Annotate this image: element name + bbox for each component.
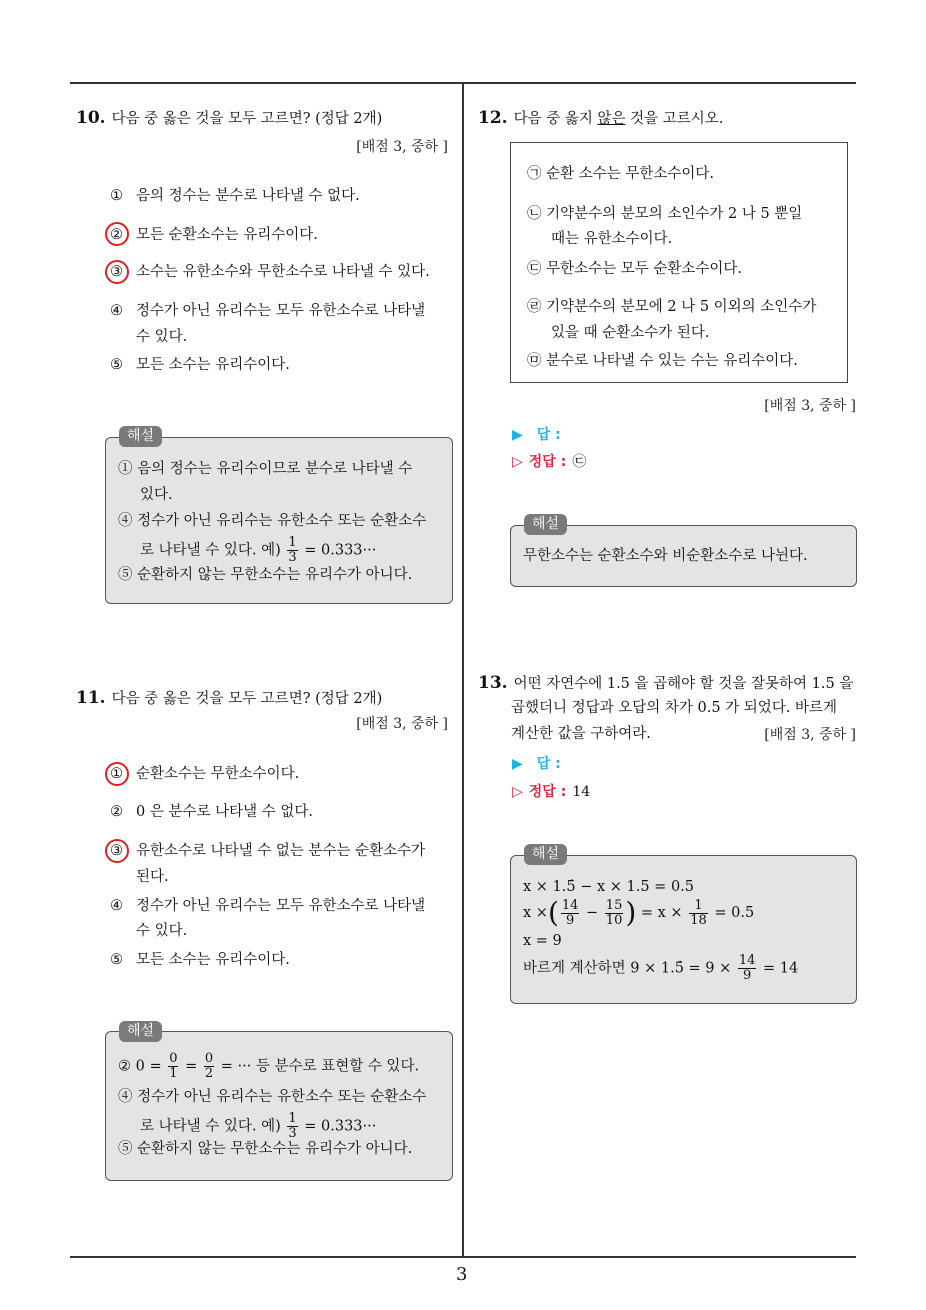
q11-number: 11. bbox=[76, 688, 106, 708]
q11-answer-circle-3 bbox=[105, 839, 129, 863]
q12-explanation-box: 무한소수는 순환소수와 비순환소수로 나뉜다. bbox=[510, 525, 857, 587]
q11-meta: [배점 3, 중하 ] bbox=[356, 716, 448, 732]
q12-item-2: ㉡ 기약분수의 분모의 소인수가 2 나 5 뿐일 bbox=[527, 206, 803, 222]
q11-option-1[interactable]: ① 순환소수는 무한소수이다. bbox=[110, 766, 300, 782]
q13-line-3: 계산한 값을 구하여라. bbox=[511, 726, 651, 742]
outline-triangle-icon: ▷ bbox=[512, 784, 523, 800]
q12-meta: [배점 3, 중하 ] bbox=[764, 398, 856, 414]
q11-option-3[interactable]: ③ 유한소수로 나타낼 수 없는 분수는 순환소수가 bbox=[110, 843, 426, 859]
q11-explanation-tag: 해설 bbox=[119, 1021, 162, 1042]
q10-number: 10. bbox=[76, 108, 106, 128]
q13-header: 13. 어떤 자연수에 1.5 을 곱해야 할 것을 잘못하여 1.5 을 bbox=[478, 673, 854, 693]
q12-item-4-cont: 있을 때 순환소수가 된다. bbox=[551, 325, 710, 341]
q11-option-4[interactable]: ④ 정수가 아닌 유리수는 모두 유한소수로 나타낼 bbox=[110, 898, 426, 914]
q10-explanation-tag: 해설 bbox=[119, 426, 162, 447]
q11-answer-circle-1 bbox=[105, 762, 129, 786]
q11-option-3-cont: 된다. bbox=[136, 869, 169, 885]
q13-correct-row: ▷ 정답 : 14 bbox=[512, 784, 591, 800]
q12-header: 12. 다음 중 옳지 않은 것을 고르시오. bbox=[478, 108, 724, 128]
q10-option-1[interactable]: ① 음의 정수는 분수로 나타낼 수 없다. bbox=[110, 188, 360, 204]
q10-option-5[interactable]: ⑤ 모든 소수는 유리수이다. bbox=[110, 357, 290, 373]
q12-correct-row: ▷ 정답 : ㉢ bbox=[512, 454, 587, 470]
q13-answer-row: ▶ 답 : bbox=[512, 756, 561, 772]
q12-statement-box bbox=[510, 142, 848, 383]
fraction-one-third: $\frac{1}{3}$ bbox=[288, 535, 297, 565]
page-number: 3 bbox=[456, 1264, 468, 1285]
q12-explanation-tag: 해설 bbox=[524, 514, 567, 535]
q12-correct-value: ㉢ bbox=[572, 454, 587, 470]
outline-triangle-icon: ▷ bbox=[512, 454, 523, 470]
q12-answer-row: ▶ 답 : bbox=[512, 427, 561, 443]
q10-explanation-box: ① 음의 정수는 유리수이므로 분수로 나타낼 수 있다. ④ 정수가 아닌 유리수는 유한소수 또는 순환소수 로 나타낼 수 있다. 예) $\frac{1}{3}$ = 0.333··· ⑤ 순환하지 않는 무한소수는 유리수가 아니다. bbox=[105, 437, 453, 604]
q13-meta: [배점 3, 중하 ] bbox=[764, 727, 856, 743]
q13-explanation-tag: 해설 bbox=[524, 844, 567, 865]
bottom-rule bbox=[70, 1256, 856, 1258]
q12-item-5: ㉤ 분수로 나타낼 수 있는 수는 유리수이다. bbox=[527, 353, 798, 369]
q10-meta: [배점 3, 중하 ] bbox=[356, 139, 448, 155]
play-triangle-icon: ▶ bbox=[512, 427, 523, 443]
q12-item-3: ㉢ 무한소수는 모두 순환소수이다. bbox=[527, 261, 743, 277]
q11-explanation-box: ② 0 = $\frac{0}{1}$ = $\frac{0}{2}$ = ··· 등 분수로 표현할 수 있다. ④ 정수가 아닌 유리수는 유한소수 또는 순환소수 로 나타낼 수 있다. 예) $\frac{1}{3}$ = 0.333··· ⑤ 순환하지 않는 무한소수는 유리수가 아니다. bbox=[105, 1031, 453, 1181]
q13-explanation-box: x × 1.5̇ − x × 1.5 = 0.5 x ×( $\frac{14}{9}$ − $\frac{15}{10}$ ) = x × $\frac{1}{18}$ = 0.5 x = 9 바르게 계산하면 9 × 1.5̇ = 9 × $\frac{14}{9}$ = 14 bbox=[510, 855, 857, 1004]
q10-header bbox=[76, 108, 382, 129]
q11-text: 다음 중 옳은 것을 모두 고르면? (정답 2개) bbox=[111, 691, 383, 707]
column-divider bbox=[462, 82, 464, 1257]
q13-number: 13. bbox=[478, 673, 508, 693]
q10-option-3[interactable]: ③ 소수는 유한소수와 무한소수로 나타낼 수 있다. bbox=[110, 264, 430, 280]
q10-option-2[interactable]: ② 모든 순환소수는 유리수이다. bbox=[110, 227, 318, 243]
q12-item-2-cont: 때는 유한소수이다. bbox=[551, 231, 673, 247]
q11-header bbox=[76, 688, 382, 709]
q10-answer-circle-3 bbox=[105, 260, 129, 284]
q10-answer-circle-2 bbox=[105, 222, 129, 246]
q11-option-5[interactable]: ⑤ 모든 소수는 유리수이다. bbox=[110, 952, 290, 968]
q10-text: 다음 중 옳은 것을 모두 고르면? (정답 2개) bbox=[111, 111, 383, 127]
play-triangle-icon: ▶ bbox=[512, 756, 523, 772]
q10-option-4-cont: 수 있다. bbox=[136, 329, 188, 345]
q11-option-2[interactable]: ② 0 은 분수로 나타낼 수 없다. bbox=[110, 804, 313, 820]
q12-item-4: ㉣ 기약분수의 분모에 2 나 5 이외의 소인수가 bbox=[527, 299, 817, 315]
q13-line-2: 곱했더니 정답과 오답의 차가 0.5 가 되었다. 바르게 bbox=[511, 700, 838, 716]
q10-option-4[interactable]: ④ 정수가 아닌 유리수는 모두 유한소수로 나타낼 bbox=[110, 303, 426, 319]
q12-number: 12. bbox=[478, 108, 508, 128]
q13-correct-value: 14 bbox=[572, 784, 591, 800]
q12-item-1: ㉠ 순환 소수는 무한소수이다. bbox=[527, 166, 715, 182]
q11-option-4-cont: 수 있다. bbox=[136, 923, 188, 939]
